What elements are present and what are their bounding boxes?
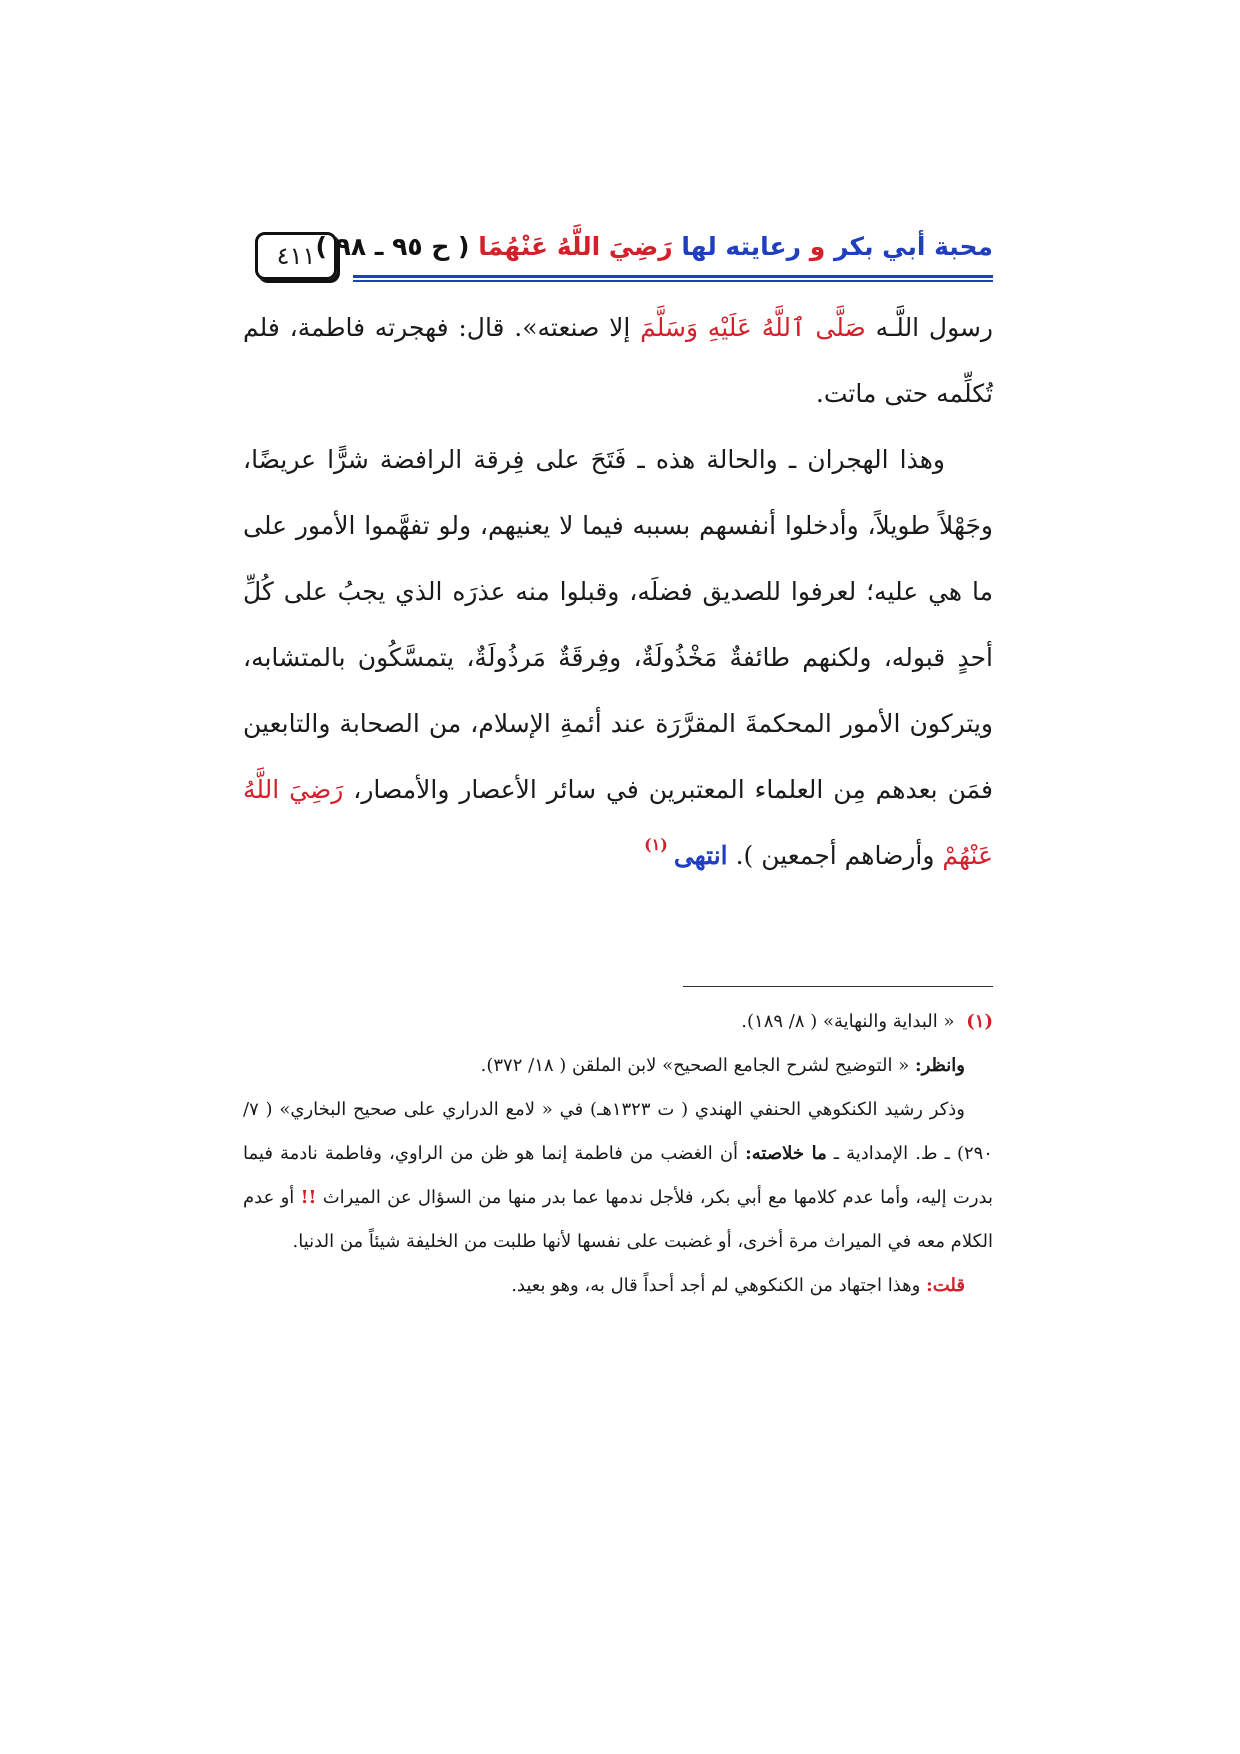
header-honorific: رَضِيَ اللَّهُ عَنْهُمَا <box>478 232 673 261</box>
summary-label: ما خلاصته: <box>745 1143 827 1164</box>
footnote-number: (١) <box>966 1011 993 1032</box>
footnote-1-text: « البداية والنهاية» ( ٨/ ١٨٩). <box>741 1011 955 1032</box>
header-title-part2: رعايته لها <box>681 232 802 261</box>
header-rule-thin <box>353 280 993 282</box>
header-rule <box>353 275 993 283</box>
footnote-see-also <box>243 1044 993 1088</box>
footnote-author-note <box>243 1264 993 1308</box>
main-text <box>243 295 993 892</box>
paragraph-1-start: رسول اللَّـه <box>875 313 994 342</box>
paragraph-2-text: وهذا الهجران ـ والحالة هذه ـ فَتَحَ على فِرقة الرافضة شرًّا عريضًا، وجَهْلاً طويلاً، وأدخلوا أنفسهم بسببه فيما لا يعنيهم، ولو تفهَّموا الأمور على ما هي عليه؛ لعرفوا للصديق فضلَه، وقبلوا منه عذرَه الذي يجبُ على كُلِّ أحدٍ قبوله، ولكنهم طائفةٌ مَخْذُولَةٌ، وفِرقَةٌ مَرذُولَةٌ، يتمسَّكُون بالمتشابه، ويتركون الأمور المحكمةَ المقرَّرَة عند أئمةِ الإسلام، من الصحابة والتابعين فمَن بعدهم مِن العلماء المعتبرين في سائر الأعصار والأمصار، <box>243 445 993 804</box>
radiallahu-honorific: رَضِيَ اللَّهُ عَنْهُمْ <box>243 775 993 870</box>
footnote-separator <box>683 986 993 987</box>
header-title-conjunction: و <box>809 232 826 261</box>
salawat-honorific: صَلَّى ٱللَّهُ عَلَيْهِ وَسَلَّمَ <box>640 313 866 342</box>
kankohi-text-c: أو عدم الكلام معه في الميراث مرة أخرى، أو غضبت على نفسها لأنها طلبت من الخليفة شيئاً من الدنيا. <box>243 1187 993 1252</box>
footnotes <box>243 1000 993 1308</box>
header-title-part1: محبة أبي بكر <box>834 232 993 261</box>
see-label: وانظر: <box>914 1055 965 1076</box>
running-header <box>255 232 993 288</box>
qult-text: وهذا اجتهاد من الكنكوهي لم أجد أحداً قال به، وهو بعيد. <box>511 1275 921 1296</box>
footnote-kankohi-paragraph <box>243 1088 993 1264</box>
header-rule-thick <box>353 275 993 278</box>
see-text: « التوضيح لشرح الجامع الصحيح» لابن الملقن ( ١٨/ ٣٧٢). <box>480 1055 910 1076</box>
kankohi-text-a: وذكر رشيد الكنكوهي الحنفي الهندي ( ت ١٣٢٣هـ) في « لامع الدراري على صحيح البخاري» ( ٧/ ٢٩٠) ـ ط. الإمدادية ـ <box>243 1099 993 1164</box>
paragraph-1-end: إلا صنعته». قال: فهجرته فاطمة، فلم تُكلِّمه حتى ماتت. <box>243 313 993 408</box>
page-number: ٤١١ <box>255 232 337 280</box>
paragraph-1 <box>243 295 993 427</box>
qult-label: قلت: <box>926 1275 965 1296</box>
footnote-reference[interactable]: (١) <box>644 835 668 854</box>
kankohi-text-b: أن الغضب من فاطمة إنما هو ظن من الراوي، وفاطمة نادمة فيما بدرت إليه، وأما عدم كلامها مع أبي بكر، فلأجل ندمها عما بدر منها من السؤال عن الميراث <box>243 1143 993 1208</box>
paragraph-2 <box>243 427 993 892</box>
header-title <box>315 232 993 261</box>
intaha-marker: انتهى <box>673 841 728 870</box>
paragraph-2-end: وأرضاهم أجمعين ). <box>735 841 935 870</box>
footnote-1 <box>243 1000 993 1044</box>
exclamation-mark: !! <box>300 1187 317 1208</box>
header-hadith-range: ( ح ٩٥ ـ ٩٨ ) <box>315 232 470 261</box>
